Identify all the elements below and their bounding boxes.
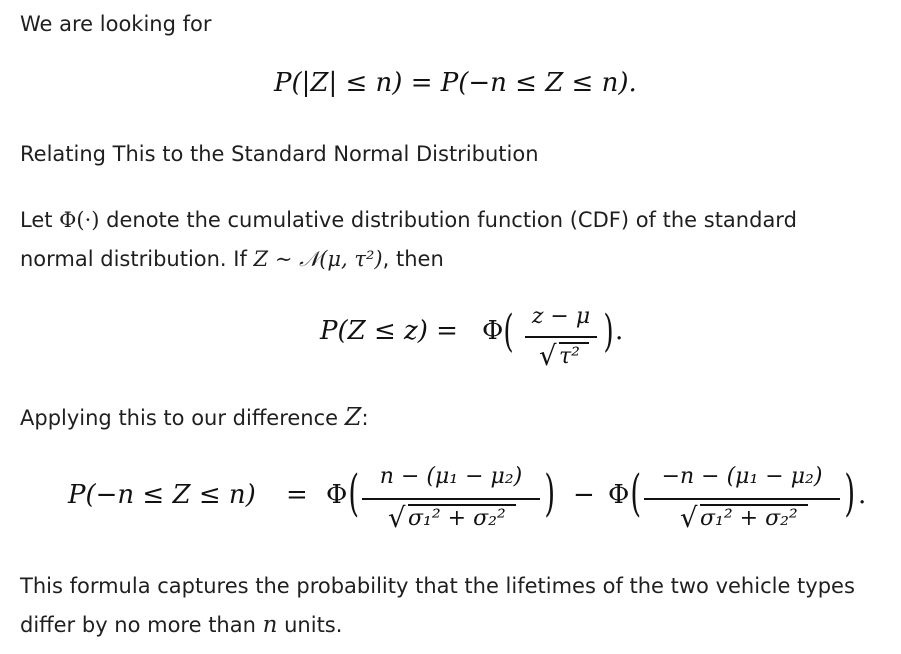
- eq2-left-paren: (: [503, 306, 514, 357]
- eq3-phi-2: Φ: [608, 480, 630, 510]
- eq3-fraction-bar-2: [644, 498, 840, 500]
- eq2-lhs: P(Z ≤ z) =: [320, 316, 458, 346]
- eq3-period: .: [858, 480, 867, 510]
- eq3-minus: −: [573, 480, 595, 510]
- distribution-math: Z ∼ 𝒩(μ, τ²): [253, 247, 383, 271]
- definition-line-1: [20, 201, 797, 240]
- applying-math-z: Z: [344, 403, 362, 431]
- eq3-phi-1: Φ: [326, 480, 348, 510]
- conclusion-line-1: This formula captures the probability that the lifetimes of the two vehicle types: [20, 574, 855, 598]
- eq3-numerator-1: n − (μ₁ − μ₂): [379, 464, 523, 489]
- eq3-right-paren-1: ): [544, 464, 556, 522]
- eq3-denominator-1: σ₁² + σ₂²: [408, 506, 506, 531]
- eq2-denominator: τ²: [559, 344, 580, 369]
- eq2-numerator: z − μ: [531, 304, 591, 329]
- conclusion-text-start: differ by no more than: [20, 613, 263, 637]
- definition-line-2: [20, 240, 444, 279]
- eq3-fraction-1: [362, 460, 540, 550]
- eq2-right-paren: ): [603, 306, 614, 357]
- phi-function-symbol: Φ(·): [59, 208, 100, 232]
- eq3-fraction-2: [644, 460, 840, 550]
- eq2-period: .: [615, 316, 624, 346]
- eq3-denominator-2: σ₁² + σ₂²: [700, 506, 798, 531]
- definition-line2-text: normal distribution. If: [20, 247, 254, 271]
- sqrt-icon: √: [539, 340, 557, 372]
- eq2-phi: Φ: [482, 316, 504, 346]
- eq3-equals: =: [286, 480, 308, 510]
- applying-line: [20, 398, 369, 438]
- conclusion-text-end: units.: [277, 613, 343, 637]
- eq3-left-paren-1: (: [348, 464, 360, 522]
- definition-text-end: denote the cumulative distribution function (CDF) of the standard: [99, 208, 797, 232]
- sqrt-icon: √: [388, 502, 406, 534]
- eq3-right-paren-2: ): [844, 464, 856, 522]
- eq2-fraction-bar: [525, 336, 597, 338]
- eq3-left-paren-2: (: [630, 464, 642, 522]
- equation-abs-prob: P(|Z| ≤ n) = P(−n ≤ Z ≤ n).: [274, 68, 637, 98]
- intro-text: We are looking for: [20, 12, 212, 36]
- definition-then-text: , then: [382, 247, 444, 271]
- conclusion-math-n: n: [262, 612, 278, 638]
- eq3-numerator-2: −n − (μ₁ − μ₂): [661, 464, 823, 489]
- conclusion-line-2: [20, 606, 342, 645]
- definition-text-start: Let: [20, 208, 60, 232]
- sqrt-icon: √: [680, 502, 698, 534]
- eq3-lhs: P(−n ≤ Z ≤ n): [68, 480, 256, 510]
- equation-cdf: [320, 304, 624, 374]
- applying-text: Applying this to our difference: [20, 406, 345, 430]
- eq2-fraction: [525, 304, 597, 374]
- applying-colon: :: [361, 406, 369, 430]
- eq3-fraction-bar-1: [362, 498, 540, 500]
- equation-difference: [68, 460, 868, 550]
- section-heading: Relating This to the Standard Normal Distribution: [20, 142, 539, 166]
